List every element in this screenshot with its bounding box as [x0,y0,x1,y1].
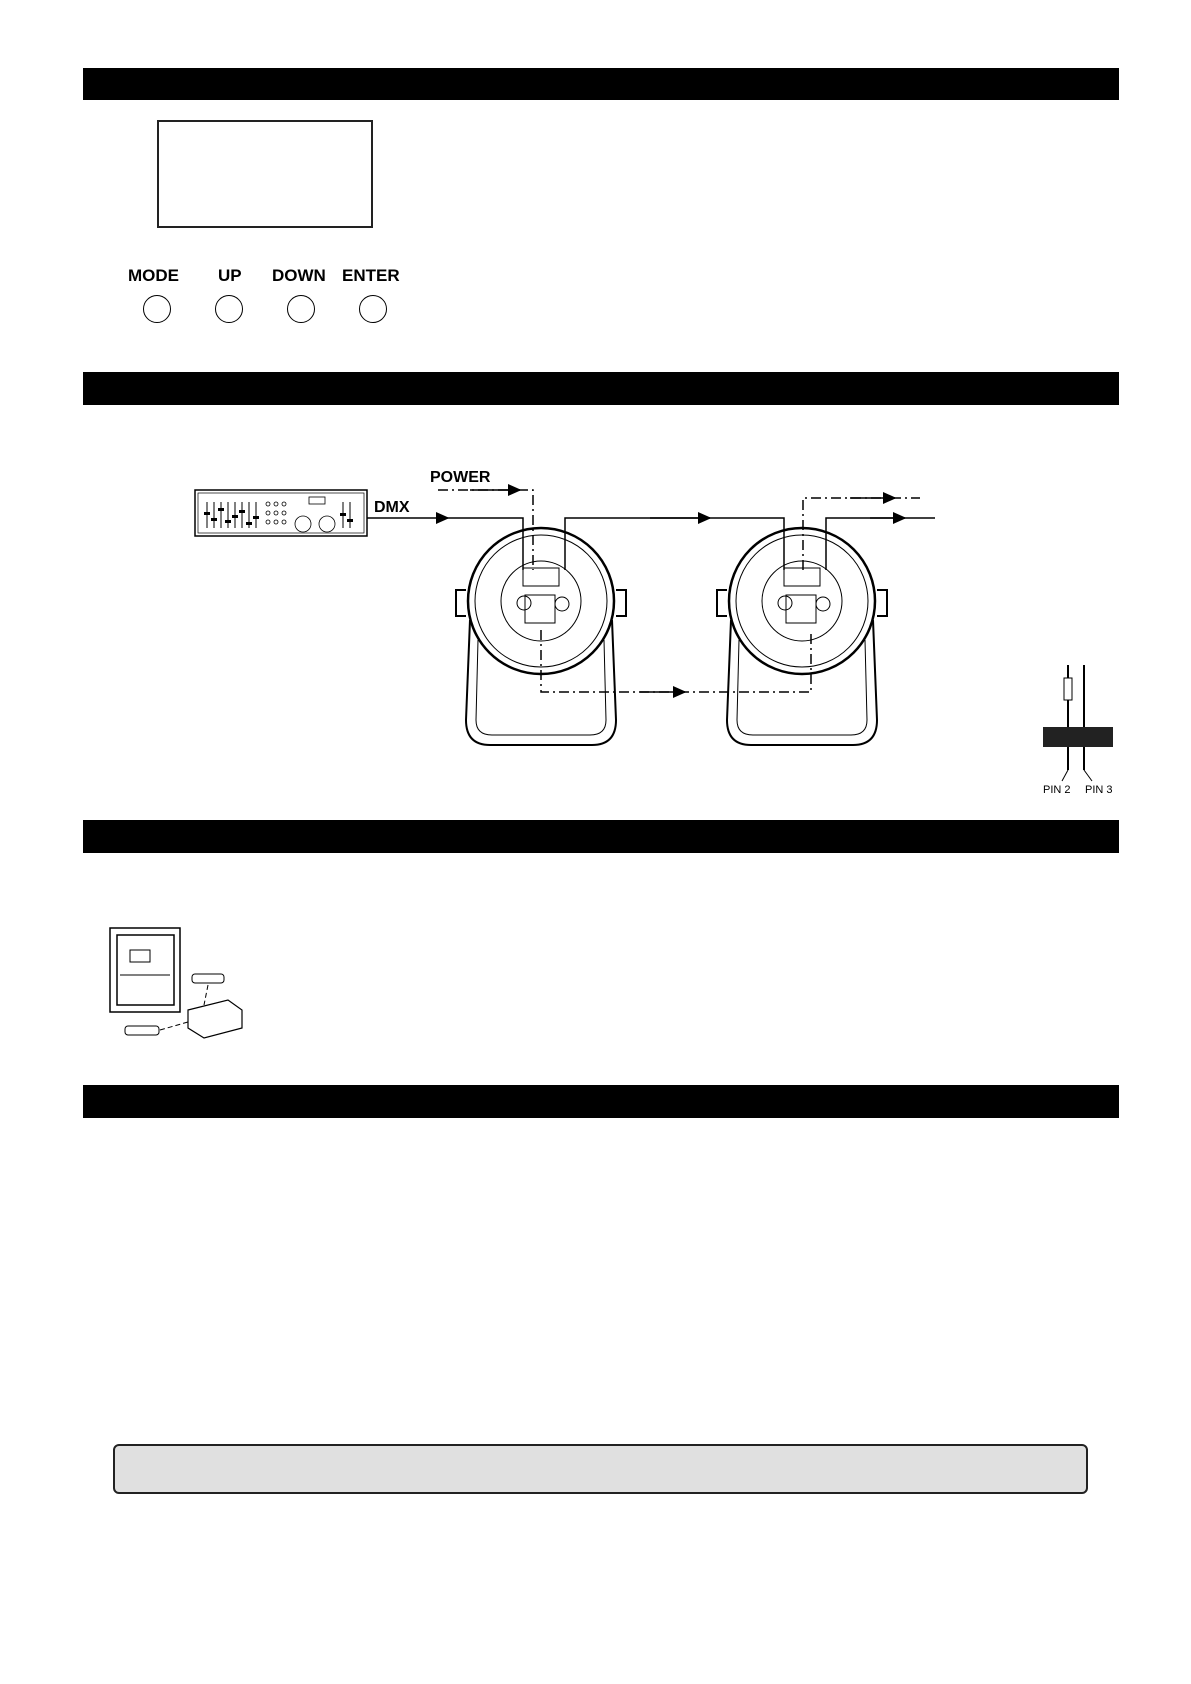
power-label: POWER [430,469,491,486]
note-box [113,1444,1088,1494]
pin-3-label: PIN 3 [1085,784,1113,796]
down-label: DOWN [272,266,326,285]
enter-label: ENTER [342,266,400,285]
dmx-label: DMX [374,499,410,516]
up-label: UP [218,266,242,285]
terminator-resistor [1043,665,1113,781]
pin-2-label: PIN 2 [1043,784,1071,796]
fixture-2 [717,528,887,745]
mode-label: MODE [128,266,179,285]
fuse-replacement-illustration [110,928,242,1038]
dmx-controller [195,490,367,536]
